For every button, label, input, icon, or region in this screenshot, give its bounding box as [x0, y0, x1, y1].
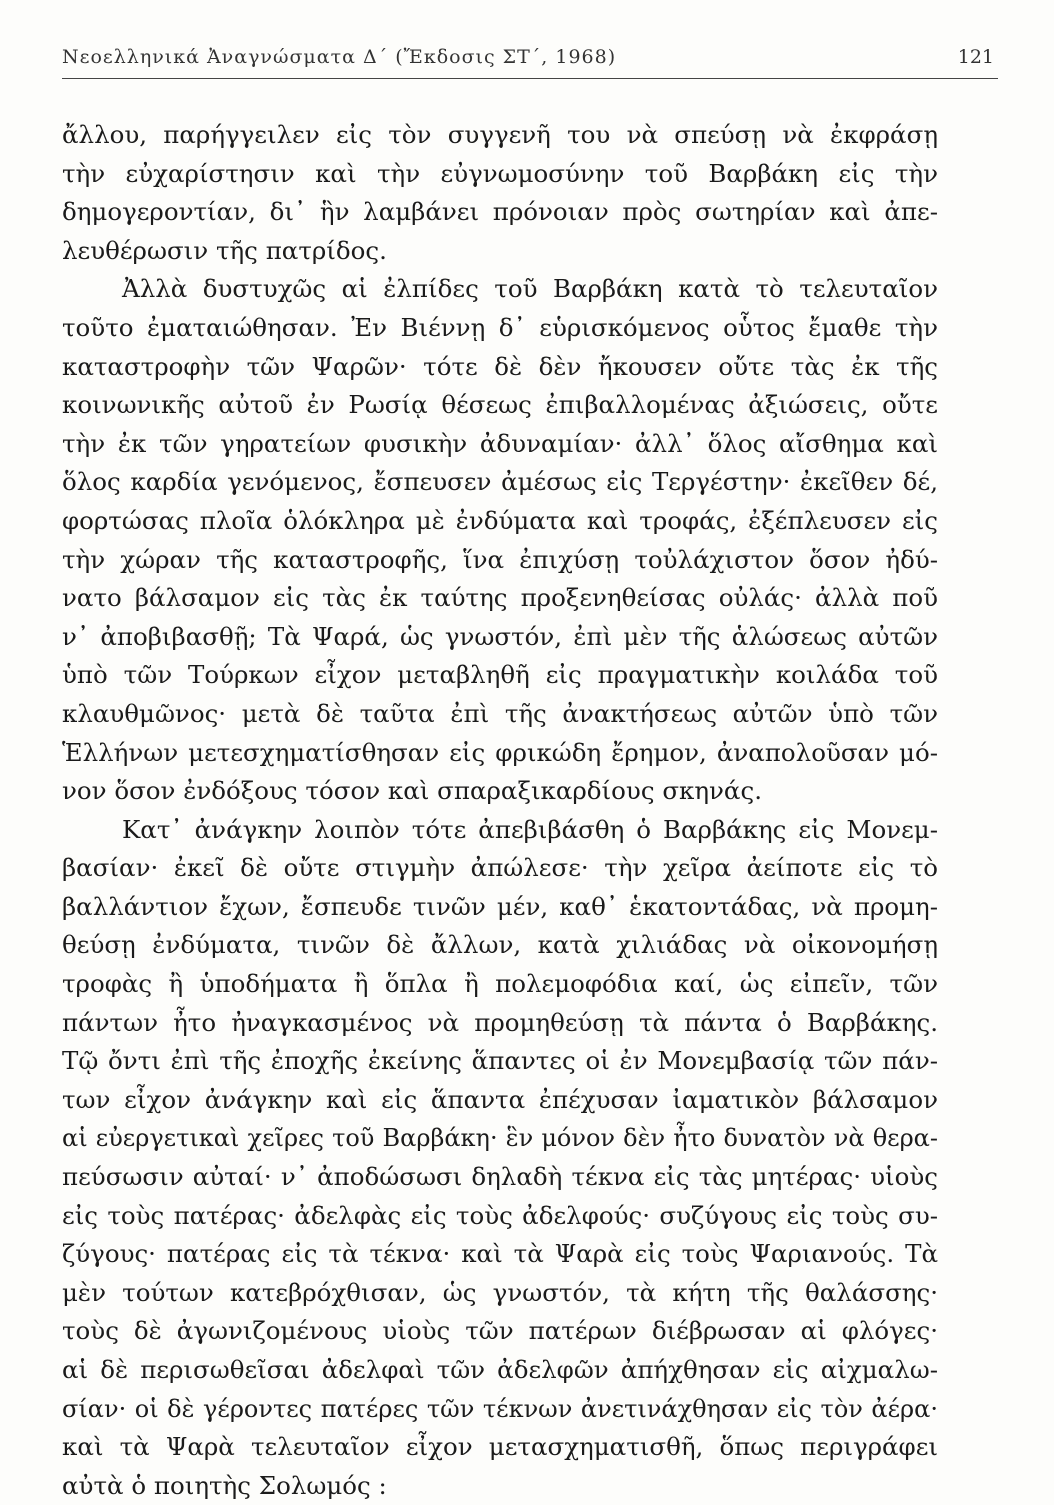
- text-line: βαλλάντιον ἔχων, ἔσπευδε τινῶν μέν, καθ᾽ ἑκατοντάδας, νὰ προμη-: [62, 891, 938, 921]
- text-line: κοινωνικῆς αὐτοῦ ἐν Ρωσίᾳ θέσεως ἐπιβαλλομένας ἀξιώσεις, οὔτε: [62, 390, 938, 420]
- text-line: βασίαν· ἐκεῖ δὲ οὔτε στιγμὴν ἀπώλεσε· τὴν χεῖρα ἀείποτε εἰς τὸ: [62, 853, 938, 883]
- text-line: τοὺς δὲ ἀγωνιζομένους υἱοὺς τῶν πατέρων διέβρωσαν αἱ φλόγες·: [62, 1316, 938, 1346]
- text-line: δημογεροντίαν, δι᾽ ἣν λαμβάνει πρόνοιαν πρὸς σωτηρίαν καὶ ἀπε-: [62, 197, 938, 227]
- text-line: των εἶχον ἀνάγκην καὶ εἰς ἅπαντα ἐπέχυσαν ἰαματικὸν βάλσαμον: [62, 1084, 938, 1114]
- text-line: τροφὰς ἢ ὑποδήματα ἢ ὅπλα ἢ πολεμοφόδια καί, ὡς εἰπεῖν, τῶν: [62, 969, 938, 999]
- text-line: φορτώσας πλοῖα ὁλόκληρα μὲ ἐνδύματα καὶ τροφάς, ἐξέπλευσεν εἰς: [62, 505, 938, 535]
- text-line: Ἀλλὰ δυστυχῶς αἱ ἐλπίδες τοῦ Βαρβάκη κατὰ τὸ τελευταῖον: [122, 274, 938, 304]
- text-line: τὴν χώραν τῆς καταστροφῆς, ἵνα ἐπιχύσῃ τοὐλάχιστον ὅσον ἠδύ-: [62, 544, 938, 574]
- text-line: αἱ δὲ περισωθεῖσαι ἀδελφαὶ τῶν ἀδελφῶν ἀπήχθησαν εἰς αἰχμαλω-: [62, 1355, 938, 1384]
- text-line: πάντων ἦτο ἠναγκασμένος νὰ προμηθεύσῃ τὰ πάντα ὁ Βαρβάκης.: [62, 1007, 938, 1037]
- text-line: εἰς τοὺς πατέρας· ἀδελφὰς εἰς τοὺς ἀδελφούς· συζύγους εἰς τοὺς συ-: [62, 1200, 938, 1230]
- text-line: πεύσωσιν αὐταί· ν᾽ ἀποδώσωσι δηλαδὴ τέκνα εἰς τὰς μητέρας· υἱοὺς: [62, 1162, 938, 1192]
- text-line: ὅλος καρδία γενόμενος, ἔσπευσεν ἀμέσως εἰς Τεργέστην· ἐκεῖθεν δέ,: [62, 467, 938, 497]
- running-head: [62, 44, 998, 79]
- text-line: αἱ εὐεργετικαὶ χεῖρες τοῦ Βαρβάκη· ἓν μόνον δὲν ἦτο δυνατὸν νὰ θερα-: [62, 1124, 938, 1153]
- text-line: λευθέρωσιν τῆς πατρίδος.: [62, 235, 387, 265]
- text-line: Ἑλλήνων μετεσχηματίσθησαν εἰς φρικώδη ἔρημον, ἀναπολοῦσαν μό-: [62, 737, 938, 767]
- text-line: ἄλλου, παρήγγειλεν εἰς τὸν συγγενῆ του νὰ σπεύσῃ νὰ ἐκφράσῃ: [62, 120, 938, 149]
- text-line: ὑπὸ τῶν Τούρκων εἶχον μεταβληθῆ εἰς πραγματικὴν κοιλάδα τοῦ: [62, 660, 938, 690]
- text-line: μὲν τούτων κατεβρόχθισαν, ὡς γνωστόν, τὰ κήτη τῆς θαλάσσης·: [62, 1277, 938, 1307]
- text-line: σίαν· οἱ δὲ γέροντες πατέρες τῶν τέκνων ἀνετινάχθησαν εἰς τὸν ἀέρα·: [62, 1394, 938, 1423]
- text-line: ν᾽ ἀποβιβασθῇ; Τὰ Ψαρά, ὡς γνωστόν, ἐπὶ μὲν τῆς ἁλώσεως αὐτῶν: [62, 621, 938, 651]
- text-line: κλαυθμῶνος· μετὰ δὲ ταῦτα ἐπὶ τῆς ἀνακτήσεως αὐτῶν ὑπὸ τῶν: [62, 698, 938, 728]
- text-line: θεύσῃ ἐνδύματα, τινῶν δὲ ἄλλων, κατὰ χιλιάδας νὰ οἰκονομήσῃ: [62, 930, 938, 960]
- body-text: [62, 116, 938, 1505]
- text-line: καταστροφὴν τῶν Ψαρῶν· τότε δὲ δὲν ἤκουσεν οὔτε τὰς ἐκ τῆς: [62, 351, 938, 381]
- text-line: τοῦτο ἐματαιώθησαν. Ἐν Βιέννῃ δ᾽ εὑρισκόμενος οὗτος ἔμαθε τὴν: [62, 312, 938, 342]
- text-line: νον ὅσον ἐνδόξους τόσον καὶ σπαραξικαρδίους σκηνάς.: [62, 776, 762, 806]
- text-line: νατο βάλσαμον εἰς τὰς ἐκ ταύτης προξενηθείσας οὐλάς· ἀλλὰ ποῦ: [62, 583, 938, 613]
- text-line: τὴν εὐχαρίστησιν καὶ τὴν εὐγνωμοσύνην τοῦ Βαρβάκη εἰς τὴν: [62, 158, 938, 188]
- text-line: ζύγους· πατέρας εἰς τὰ τέκνα· καὶ τὰ Ψαρὰ εἰς τοὺς Ψαριανούς. Τὰ: [62, 1239, 938, 1269]
- page-number: 121: [957, 46, 994, 68]
- text-line: καὶ τὰ Ψαρὰ τελευταῖον εἶχον μετασχηματισθῆ, ὅπως περιγράφει: [62, 1432, 938, 1462]
- text-line: τὴν ἐκ τῶν γηρατείων φυσικὴν ἀδυναμίαν· ἀλλ᾽ ὅλος αἴσθημα καὶ: [62, 428, 938, 458]
- text-line: Τῷ ὄντι ἐπὶ τῆς ἐποχῆς ἐκείνης ἅπαντες οἱ ἐν Μονεμβασίᾳ τῶν πάν-: [62, 1046, 938, 1076]
- text-line: αὐτὰ ὁ ποιητὴς Σολωμός :: [62, 1470, 387, 1500]
- text-line: Κατ᾽ ἀνάγκην λοιπὸν τότε ἀπεβιβάσθη ὁ Βαρβάκης εἰς Μονεμ-: [122, 814, 938, 844]
- running-title: Νεοελληνικά Ἀναγνώσματα Δ΄ (Ἔκδοσις ΣΤ΄, 1968): [62, 46, 617, 68]
